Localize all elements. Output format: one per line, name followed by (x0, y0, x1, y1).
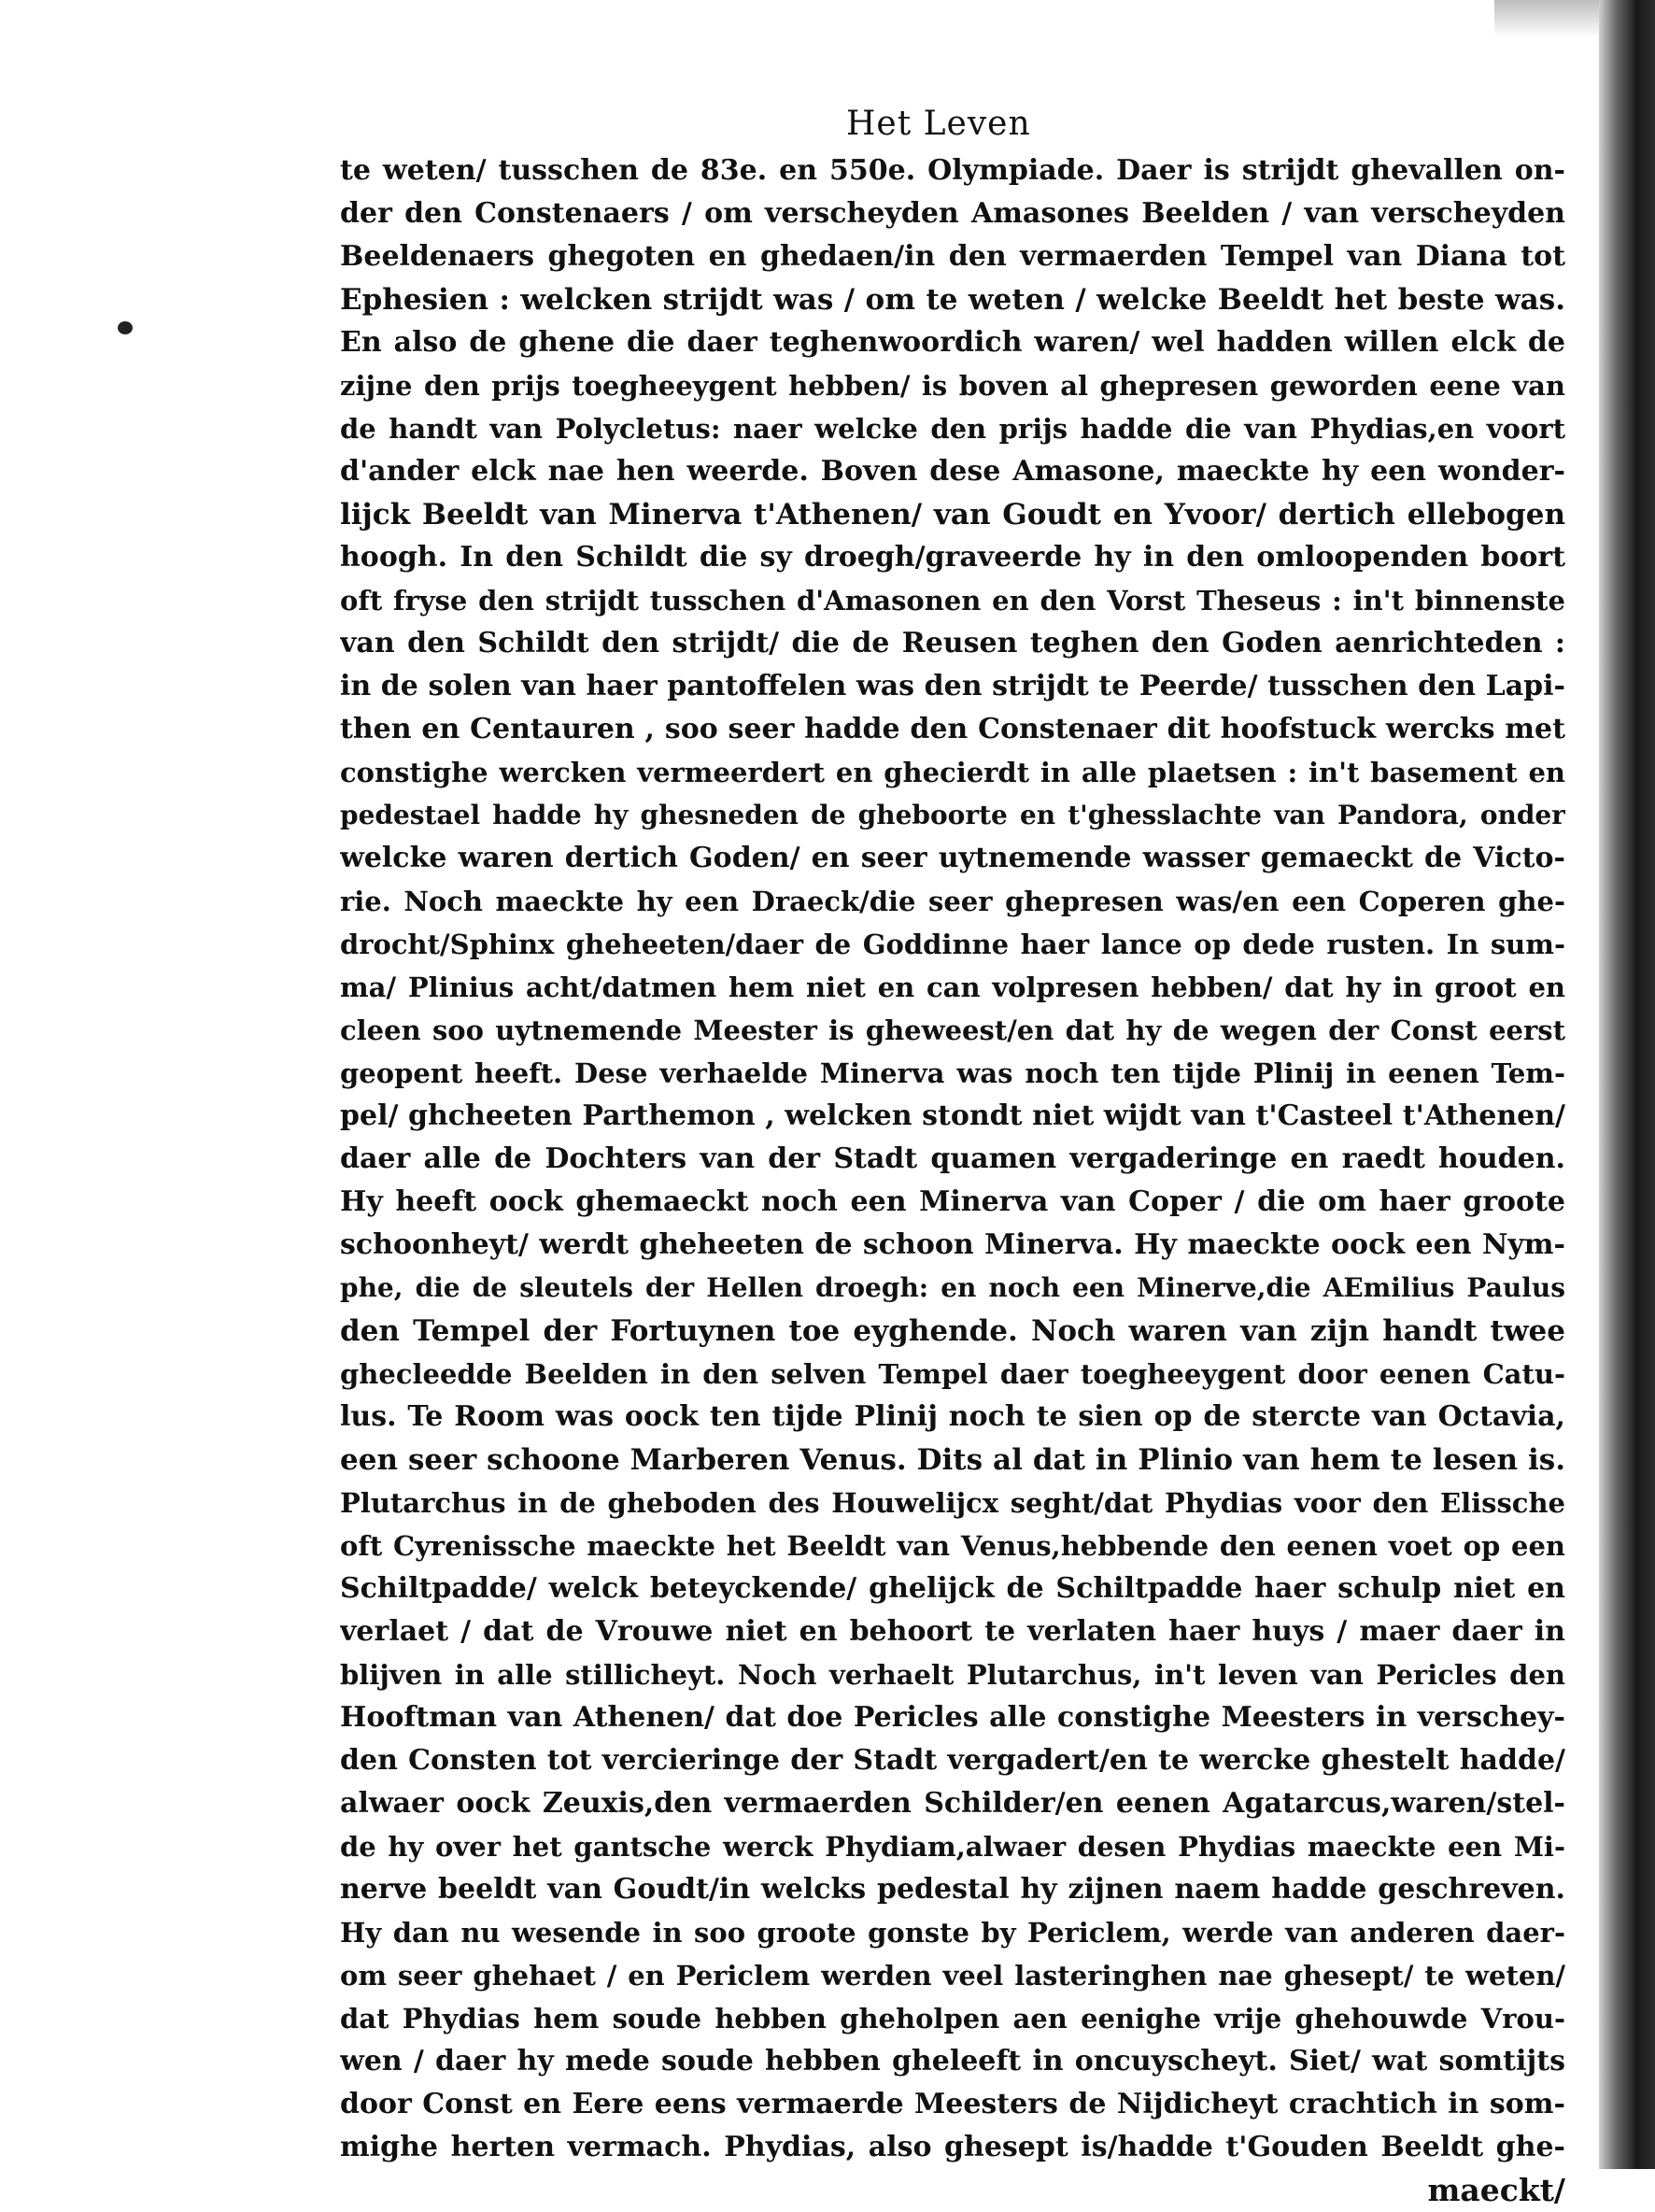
text-line: dat Phydias hem soude hebben gheholpen aen eenighe vrije ghehouwde Vrou- (340, 2003, 1565, 2035)
book-gutter (1599, 0, 1655, 2169)
running-head: Het Leven (846, 105, 1031, 143)
text-line: mighe herten vermach. Phydias, also ghesept is/hadde t'Gouden Beeldt ghe- (340, 2131, 1565, 2163)
text-line: lijck Beeldt van Minerva t'Athenen/ van Goudt en Yvoor/ dertich ellebogen (340, 498, 1565, 532)
text-line: den Consten tot vercieringe der Stadt vergadert/en te wercke ghestelt hadde/ (340, 1744, 1565, 1777)
text-line: welcke waren dertich Goden/ en seer uytnemende wasser gemaeckt de Victo- (340, 842, 1565, 874)
text-line: Hy dan nu wesende in soo groote gonste by Periclem, werde van anderen daer- (340, 1917, 1565, 1949)
text-line: den Tempel der Fortuynen toe eyghende. Noch waren van zijn handt twee (340, 1314, 1565, 1348)
text-line: constighe wercken vermeerdert en ghecierdt in alle plaetsen : in't basement en (340, 757, 1565, 788)
ink-blot (118, 321, 133, 334)
text-line: Hooftman van Athenen/ dat doe Pericles alle constighe Meesters in verschey- (340, 1701, 1565, 1734)
text-line: zijne den prijs toegheeygent hebben/ is boven al ghepresen geworden eene van (340, 370, 1565, 402)
text-line: drocht/Sphinx gheheeten/daer de Goddinne haer lance op dede rusten. In sum- (340, 929, 1565, 960)
text-line: daer alle de Dochters van der Stadt quamen vergaderinge en raedt houden. (340, 1142, 1565, 1175)
text-line: schoonheyt/ werdt gheheeten de schoon Minerva. Hy maeckte oock een Nym- (340, 1228, 1565, 1261)
text-line: En also de ghene die daer teghenwoordich waren/ wel hadden willen elck de (340, 326, 1565, 359)
text-line: de hy over het gantsche werck Phydiam,alwaer desen Phydias maeckte een Mi- (340, 1831, 1565, 1863)
text-line: om seer ghehaet / en Periclem werden veel lasteringhen nae ghesept/ te weten/ (340, 1960, 1565, 1992)
text-line: phe, die de sleutels der Hellen droegh: en noch een Minerve,die AEmilius Paulus (340, 1272, 1565, 1303)
text-line: pedestael hadde hy ghesneden de gheboorte en t'ghesslachte van Pandora, onder (340, 800, 1565, 830)
text-line: oft fryse den strijdt tusschen d'Amasonen en den Vorst Theseus : in't binnenste (340, 585, 1565, 617)
text-line: van den Schildt den strijdt/ die de Reusen teghen den Goden aenrichteden : (340, 627, 1565, 659)
text-line: een seer schoone Marberen Venus. Dits al dat in Plinio van hem te lesen is. (340, 1443, 1565, 1477)
text-line: hoogh. In den Schildt die sy droegh/graveerde hy in den omloopenden boort (340, 541, 1565, 574)
text-line: door Const en Eere eens vermaerde Meesters de Nijdicheyt crachtich in som- (340, 2088, 1565, 2120)
text-line: wen / daer hy mede soude hebben gheleeft in oncuyscheyt. Siet/ wat somtijts (340, 2045, 1565, 2077)
text-line: then en Centauren , soo seer hadde den Constenaer dit hoofstuck wercks met (340, 713, 1565, 745)
text-line: in de solen van haer pantoffelen was den strijdt te Peerde/ tusschen den Lapi- (340, 670, 1565, 702)
catchword: maeckt/ (1427, 2172, 1565, 2208)
text-line: Ephesien : welcken strijdt was / om te weten / welcke Beeldt het beste was. (340, 283, 1565, 317)
text-line: Beeldenaers ghegoten en ghedaen/in den vermaerden Tempel van Diana tot (340, 240, 1565, 273)
text-line: oft Cyrenissche maeckte het Beeldt van Venus,hebbende den eenen voet op een (340, 1530, 1565, 1562)
text-line: ghecleedde Beelden in den selven Tempel daer toegheeygent door eenen Catu- (340, 1358, 1565, 1390)
text-line: verlaet / dat de Vrouwe niet en behoort te verlaten haer huys / maer daer in (340, 1615, 1565, 1648)
text-line: cleen soo uytnemende Meester is gheweest/en dat hy de wegen der Const eerst (340, 1014, 1565, 1046)
text-line: nerve beeldt van Goudt/in welcks pedestal hy zijnen naem hadde geschreven. (340, 1873, 1565, 1906)
text-line: ma/ Plinius acht/datmen hem niet en can volpresen hebben/ dat hy in groot en (340, 971, 1565, 1003)
text-line: de handt van Polycletus: naer welcke den prijs hadde die van Phydias,en voort (340, 413, 1565, 445)
text-line: Schiltpadde/ welck beteyckende/ ghelijck de Schiltpadde haer schulp niet en (340, 1572, 1565, 1605)
text-line: rie. Noch maeckte hy een Draeck/die seer ghepresen was/en een Coperen ghe- (340, 886, 1565, 917)
page-edge-shadow (1494, 0, 1599, 37)
text-line: d'ander elck nae hen weerde. Boven dese Amasone, maeckte hy een wonder- (340, 455, 1565, 488)
text-line: alwaer oock Zeuxis,den vermaerden Schilder/en eenen Agatarcus,waren/stel- (340, 1787, 1565, 1820)
text-line: pel/ ghcheeten Parthemon , welcken stondt niet wijdt van t'Casteel t'Athenen/ (340, 1099, 1565, 1132)
text-line: blijven in alle stillicheyt. Noch verhaelt Plutarchus, in't leven van Pericles den (340, 1659, 1565, 1691)
text-line: geopent heeft. Dese verhaelde Minerva was noch ten tijde Plinij in eenen Tem- (340, 1057, 1565, 1089)
text-block (340, 149, 1565, 2212)
text-line: der den Constenaers / om verscheyden Amasones Beelden / van verscheyden (340, 197, 1565, 230)
text-line: te weten/ tusschen de 83e. en 550e. Olympiade. Daer is strijdt ghevallen on- (340, 154, 1565, 187)
text-line: Plutarchus in de gheboden des Houwelijcx seght/dat Phydias voor den Elissche (340, 1487, 1565, 1519)
text-line: lus. Te Room was oock ten tijde Plinij noch te sien op de stercte van Octavia, (340, 1400, 1565, 1433)
text-line: Hy heeft oock ghemaeckt noch een Minerva van Coper / die om haer groote (340, 1185, 1565, 1218)
